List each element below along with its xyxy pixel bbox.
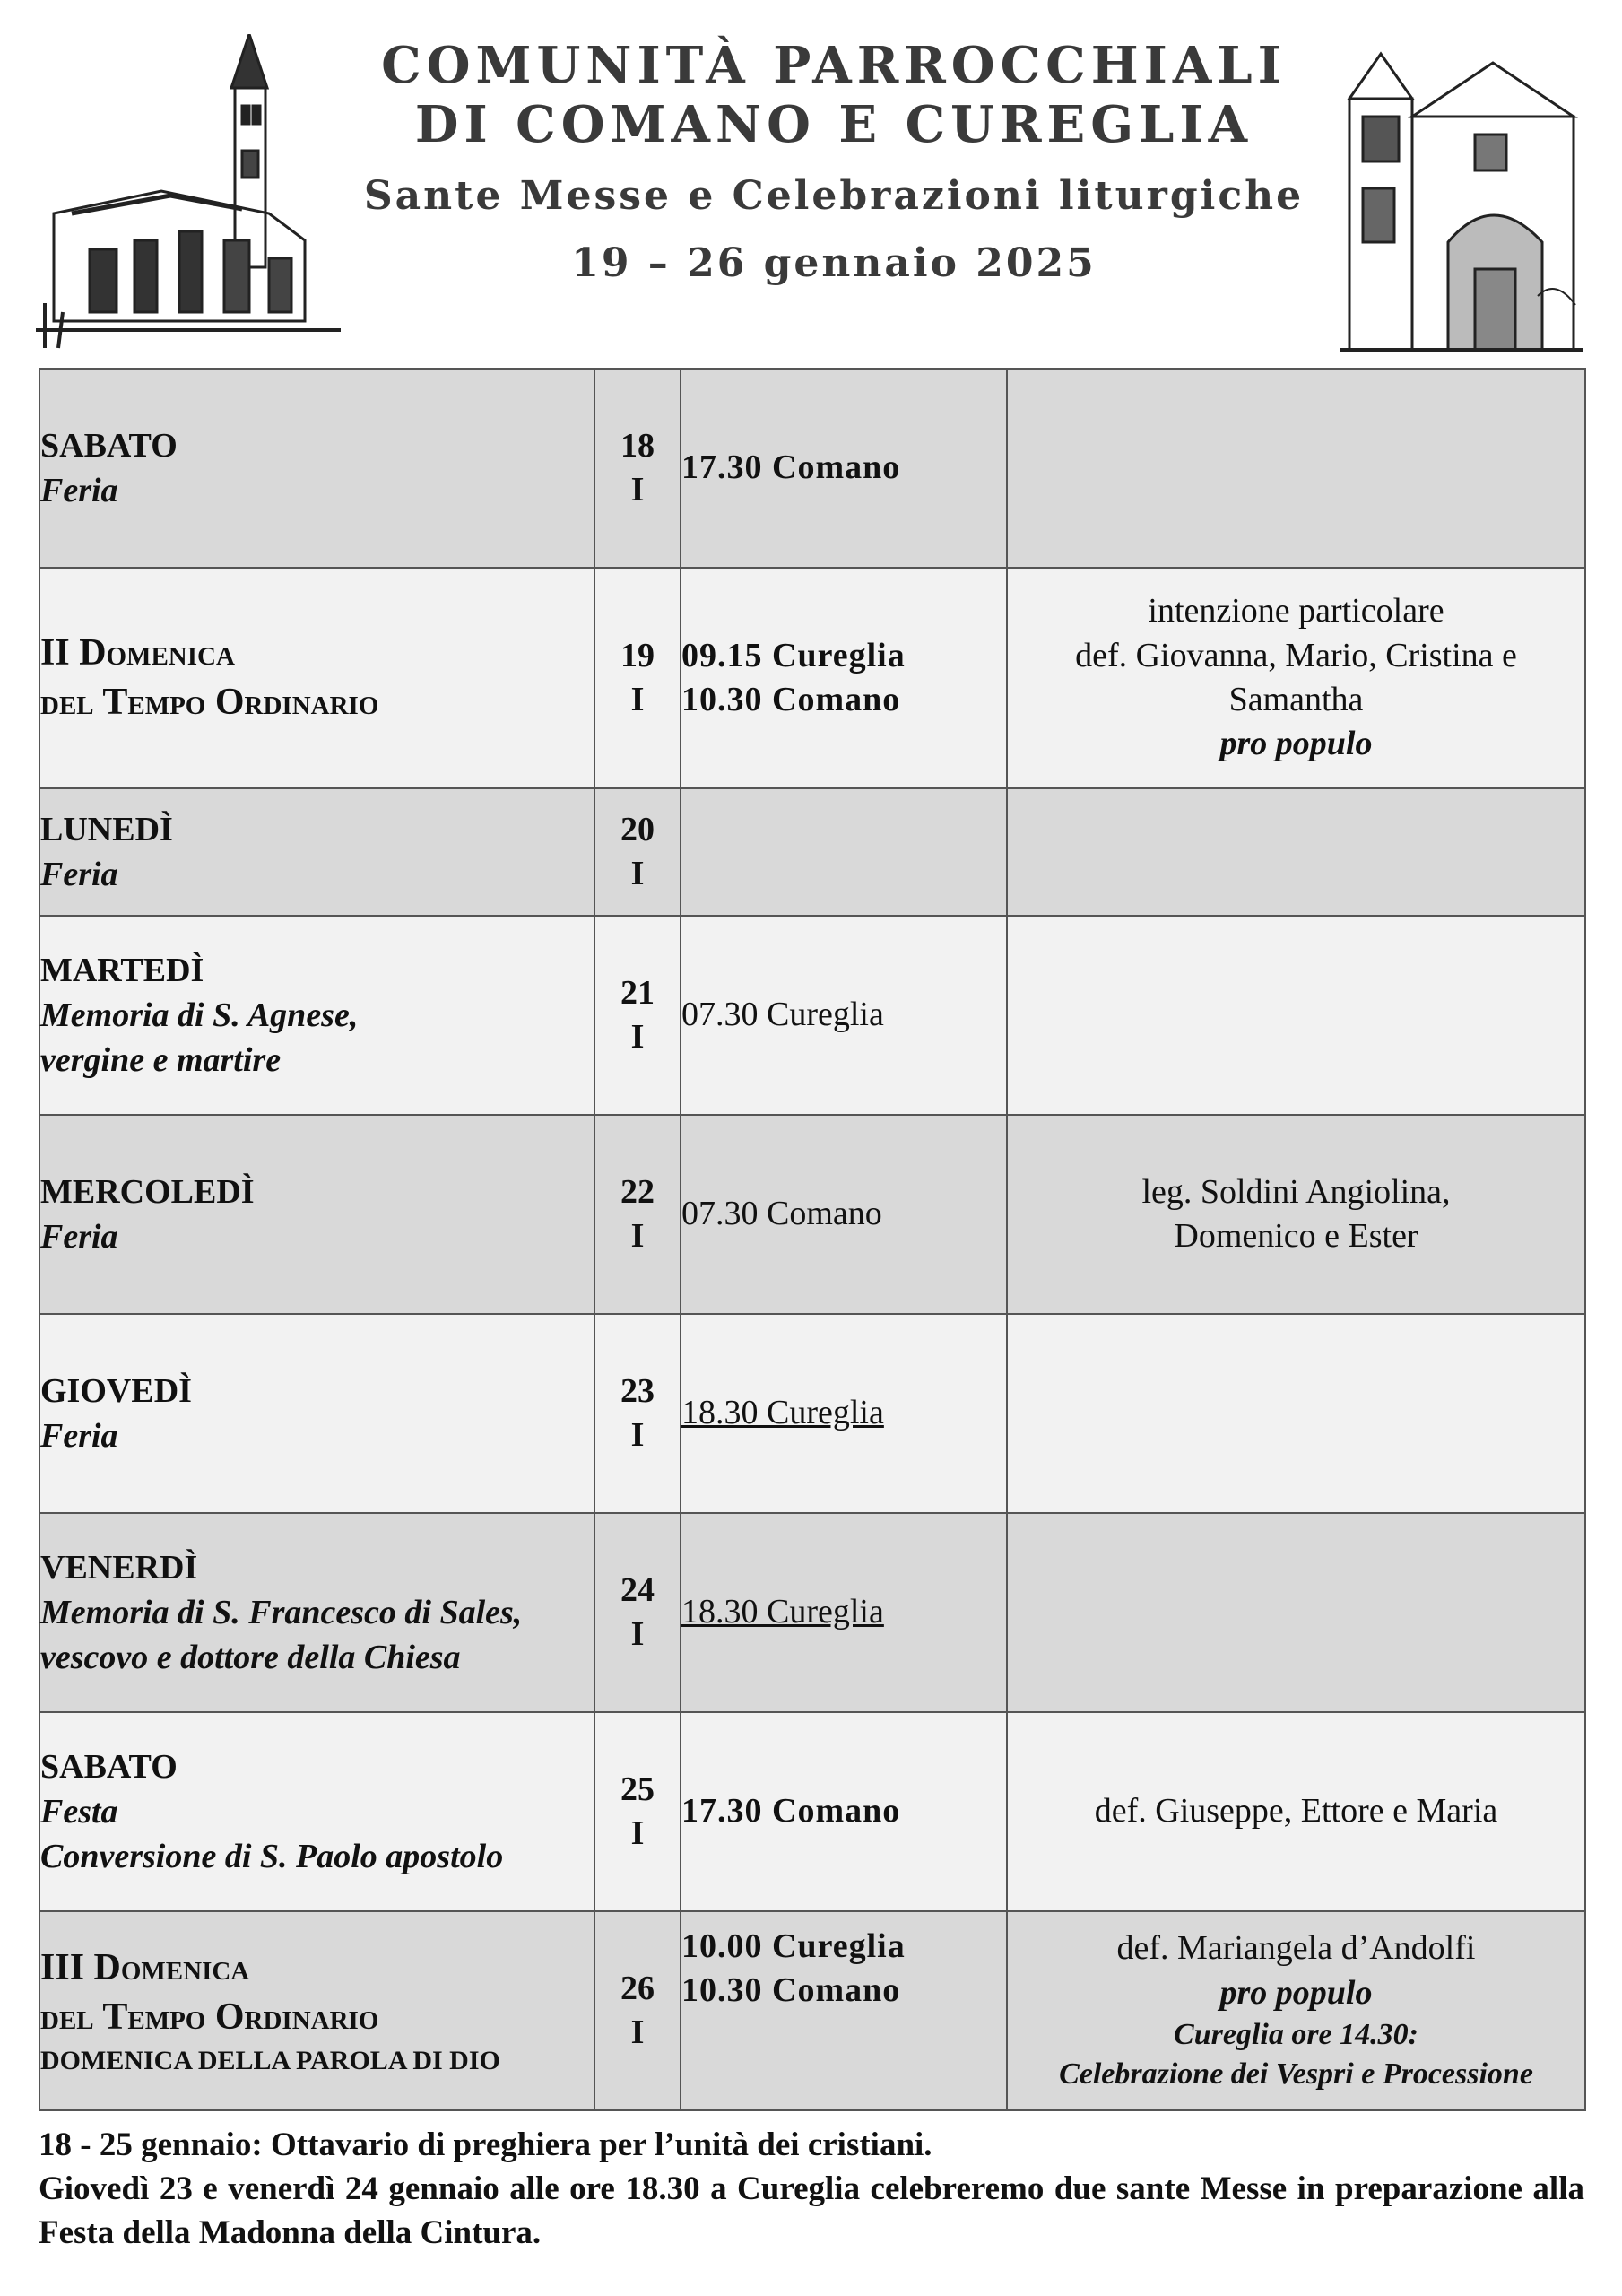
date-cell: 19 I [594,568,681,788]
time-cell: 17.30 Comano [681,369,1007,568]
table-row [39,1115,1585,1314]
date-cell: 22 I [594,1115,681,1314]
time-cell: 18.30 Cureglia [681,1513,1007,1712]
notes-cell [1007,369,1585,568]
notes-cell: def. Giuseppe, Ettore e Maria [1007,1712,1585,1911]
time-cell: 10.00 Cureglia 10.30 Comano [681,1911,1007,2110]
time-cell: 07.30 Cureglia [681,916,1007,1115]
day-cell: II Domenica del Tempo Ordinario [39,568,594,788]
header [0,0,1622,368]
notes-cell [1007,788,1585,916]
time-cell: 09.15 Cureglia 10.30 Comano [681,568,1007,788]
table-row [39,1513,1585,1712]
notes-cell [1007,1513,1585,1712]
date-cell: 21 I [594,916,681,1115]
subtitle-line-2: 19 – 26 gennaio 2025 [571,240,1097,287]
table-row [39,1911,1585,2110]
schedule-table [39,368,1586,2111]
date-cell: 18 I [594,369,681,568]
subtitle-line-1: Sante Messe e Celebrazioni liturgiche [363,173,1305,220]
footer-line-2: Giovedì 23 e venerdì 24 gennaio alle ore 18.30 a Cureglia celebreremo due sante Messe in preparazione alla Festa della Madonna della Cintura. [39,2170,1584,2251]
table-row [39,916,1585,1115]
day-cell: SABATO Feria [39,369,594,568]
day-cell: VENERDÌ Memoria di S. Francesco di Sales, vescovo e dottore della Chiesa [39,1513,594,1712]
time-cell: 07.30 Comano [681,1115,1007,1314]
church-left-illustration [36,34,341,352]
day-cell: MARTEDÌ Memoria di S. Agnese, vergine e martire [39,916,594,1115]
notes-cell [1007,1314,1585,1513]
notes-cell: leg. Soldini Angiolina, Domenico e Ester [1007,1115,1585,1314]
table-row [39,369,1585,568]
time-cell [681,788,1007,916]
table-row [39,568,1585,788]
title-line-2: DI COMANO E CUREGLIA [414,95,1253,155]
table-row [39,1314,1585,1513]
title-block [341,36,1327,290]
date-cell: 26 I [594,1911,681,2110]
date-cell: 25 I [594,1712,681,1911]
day-cell: MERCOLEDÌ Feria [39,1115,594,1314]
date-cell: 20 I [594,788,681,916]
footer-line-1: 18 - 25 gennaio: Ottavario di preghiera per l’unità dei cristiani. [39,2126,932,2163]
day-cell: SABATO Festa Conversione di S. Paolo apostolo [39,1712,594,1911]
title-line-1: COMUNITÀ PARROCCHIALI [381,36,1287,95]
date-cell: 24 I [594,1513,681,1712]
time-cell: 18.30 Cureglia [681,1314,1007,1513]
day-cell: GIOVEDÌ Feria [39,1314,594,1513]
footer-notes [39,2124,1584,2255]
notes-cell: def. Mariangela d’Andolfi pro populo Cureglia ore 14.30: Celebrazione dei Vespri e Processione [1007,1911,1585,2110]
time-cell: 17.30 Comano [681,1712,1007,1911]
notes-cell: intenzione particolare def. Giovanna, Mario, Cristina e Samantha pro populo [1007,568,1585,788]
notes-cell [1007,916,1585,1115]
table-row [39,1712,1585,1911]
date-cell: 23 I [594,1314,681,1513]
day-cell: LUNEDÌ Feria [39,788,594,916]
table-row [39,788,1585,916]
day-cell: III Domenica del Tempo Ordinario DOMENICA DELLA PAROLA DI DIO [39,1911,594,2110]
church-right-illustration [1340,45,1583,354]
